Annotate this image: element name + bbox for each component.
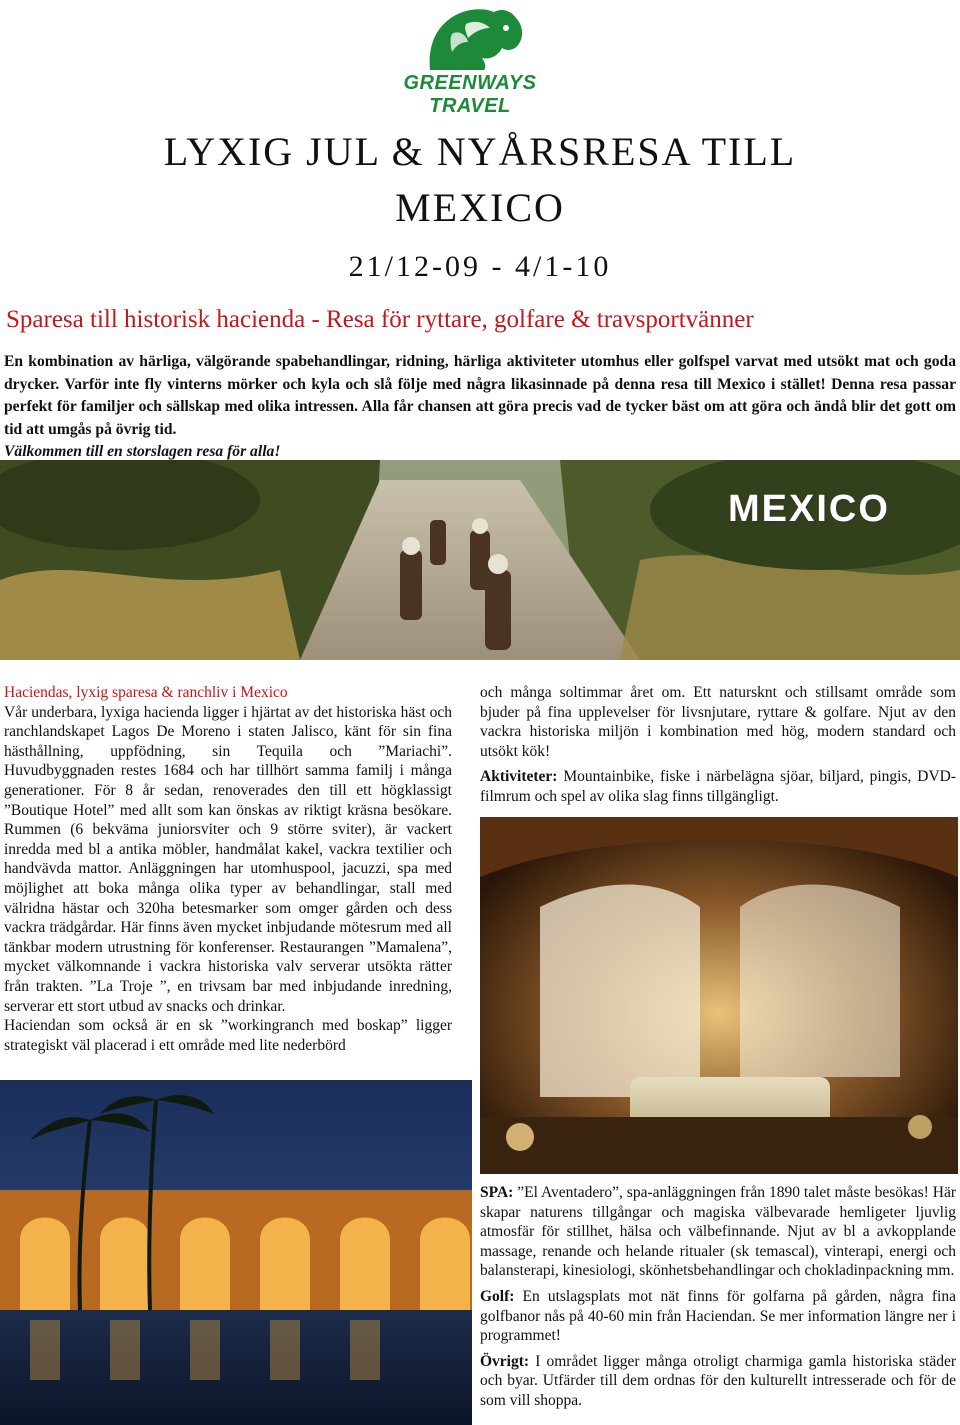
mexico-riders-photo	[0, 460, 960, 660]
golf-paragraph	[480, 1287, 956, 1346]
haciendas-section	[4, 683, 452, 1055]
welcome-text: Välkommen till en storslagen resa för alla!	[4, 443, 281, 460]
travel-dates: 21/12-09 - 4/1-10	[348, 250, 612, 283]
right-column-bottom	[480, 1183, 956, 1411]
subtitle: Sparesa till historisk hacienda - Resa för ryttare, golfare & travsportvänner	[6, 306, 754, 333]
page-title-line2: MEXICO	[395, 185, 565, 230]
haciendas-body: Vår underbara, lyxiga hacienda ligger i hjärtat av det historiska häst och ranchlandskapet Lagos De Moreno i staten Jalisco, känt för sin fina hästhållning, uppfödning, sin Tequila och ”Mariachi”. Huvudbyggnaden restes 1684 och har tillhört samma familj i många generationer. För 8 år sedan, renoverades den till ett högklassigt ”Boutique Hotel” med allt som kan önskas av riktigt kräsna besökare. Rummen (6 bekväma juniorsviter och 9 större sviter), är vackert inredda med bl a antika möbler, handmålat kakel, vackra textilier och handvävda mattor. Anläggningen har utomhuspool, jacuzzi, spa med möjlighet att boka många olika typer av behandlingar, stall med välridna hästar och 320ha betesmarker som omger gården och dess vackra trädgårdar. Här finns även mycket inbjudande mötesrum med all tänkbar modern utrustning för konferenser. Restaurangen ”Mamalena”, mycket välkomnande i vackra historiska valv serverar utsökta rätter från trakten. ”La Troje ”, en trivsam bar med inbjudande inredning, serverar ett stort utbud av snacks och drinkar.	[4, 703, 452, 1015]
continued-text: och många soltimmar året om. Ett natursknt och stillsamt område som bjuder på fina upplevelser för livsnjutare, ryttare & golfare. Njut av den vackra historiska miljön i kombination med hög, modern standard och utsökt kök!	[480, 684, 956, 760]
intro-paragraph	[4, 351, 956, 464]
other-label: Övrigt:	[480, 1352, 530, 1370]
brand-name: GREENWAYS TRAVEL	[403, 72, 537, 117]
other-paragraph	[480, 1352, 956, 1411]
golf-text: En utslagsplats mot nät finns för golfarna på gården, några fina golfbanor nås på 40-60 min från Haciendan. Se mer information längre ner i programmet!	[480, 1287, 956, 1345]
haciendas-heading: Haciendas, lyxig sparesa & ranchliv i Mexico	[4, 684, 288, 701]
golf-label: Golf:	[480, 1287, 515, 1305]
activities-paragraph	[480, 767, 956, 806]
spa-label: SPA:	[480, 1184, 514, 1201]
page-title-line1: LYXIG JUL & NYÅRSRESA TILL	[163, 129, 797, 174]
activities-text: Mountainbike, fiske i närbelägna sjöar, biljard, pingis, DVD-filmrum och spel av olika slag finns tillgängligt.	[480, 768, 956, 805]
spa-photo	[480, 817, 958, 1174]
spa-paragraph	[480, 1183, 956, 1281]
other-text: I området ligger många otroligt charmiga gamla historiska städer och byar. Utfärder till dem ordnas för den kulturellt intresserade och för de som vill shoppa.	[480, 1352, 956, 1409]
horse-head-icon	[370, 4, 570, 74]
spa-text: ”El Aventadero”, spa-anläggningen från 1890 talet måste besökas! Här skapar naturens tillgångar och magiska välbevarade hemligeter ljuvlig atmosfär för stillhet, hälsa och välbefinnande. Njut av bl a avkopplande massage, renande och helande ritualer (sk temascal), vinterapi, energi och balansterapi, kinesiologi, skönhetsbehandlingar och chokladinpackning mm.	[480, 1184, 956, 1280]
activities-label: Aktiviteter:	[480, 768, 558, 786]
haciendas-body-2: Haciendan som också är en sk ”workingranch med boskap” ligger strategiskt väl placerad i ett område med lite nederbörd	[4, 1017, 452, 1054]
intro-text: En kombination av härliga, välgörande spabehandlingar, ridning, härliga aktiviteter utomhus eller golfspel varvat med utsökt mat och goda drycker. Varför inte fly vinterns mörker och kyla och slå följe med några likasinnade på denna resa till Mexico i stället! Denna resa passar perfekt för familjer och sällskap med olika intressen. Alla får chansen att göra precis vad de tycker bäst om att göra och ändå blir det gott om tid att umgås på övrig tid.	[4, 353, 956, 438]
hacienda-courtyard-photo	[0, 1080, 472, 1425]
right-column-top	[480, 683, 956, 807]
mexico-banner-text: MEXICO	[728, 488, 890, 530]
